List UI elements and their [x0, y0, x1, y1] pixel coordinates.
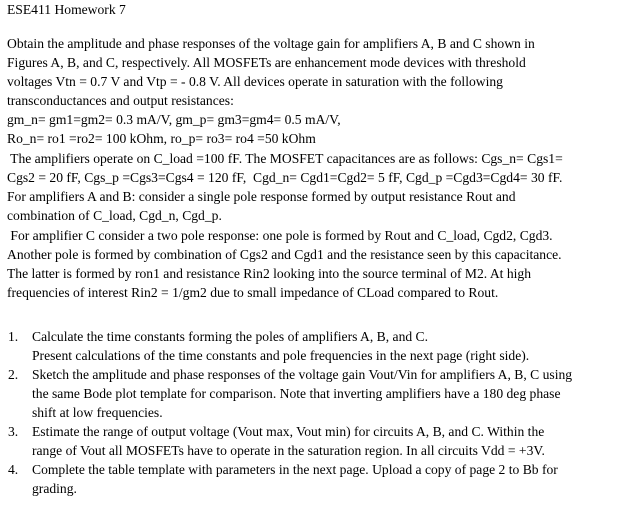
paragraph-line: frequencies of interest Rin2 = 1/gm2 due to small impedance of CLoad compared to Rout. [7, 285, 499, 300]
paragraph-line: The amplifiers operate on C_load =100 fF. The MOSFET capacitances are as follows: Cgs_n= Cgs1= [7, 151, 563, 166]
paragraph-line: combination of C_load, Cgd_n, Cgd_p. [7, 208, 222, 223]
paragraph-line: Ro_n= ro1 =ro2= 100 kOhm, ro_p= ro3= ro4 =50 kOhm [7, 131, 316, 146]
paragraph-line: Cgs2 = 20 fF, Cgs_p =Cgs3=Cgs4 = 120 fF, Cgd_n= Cgd1=Cgd2= 5 fF, Cgd_p =Cgd3=Cgd4= 30 fF. [7, 170, 563, 185]
paragraph-line: For amplifiers A and B: consider a single pole response formed by output resistance Rout and [7, 189, 516, 204]
list-item-line: range of Vout all MOSFETs have to operate in the saturation region. In all circuits Vdd = +3V. [32, 443, 545, 458]
list-item-line: shift at low frequencies. [32, 405, 163, 420]
paragraph-line: transconductances and output resistances: [7, 93, 234, 108]
list-item-line: the same Bode plot template for comparison. Note that inverting amplifiers have a 180 deg phase [32, 386, 561, 401]
paragraph-line: The latter is formed by ron1 and resistance Rin2 looking into the source terminal of M2. At high [7, 266, 532, 281]
list-item-line: Sketch the amplitude and phase responses of the voltage gain Vout/Vin for amplifiers A, B, C using [32, 367, 573, 382]
paragraph-line: voltages Vtn = 0.7 V and Vtp = - 0.8 V. All devices operate in saturation with the following [7, 74, 503, 89]
list-number: 1. [8, 329, 19, 344]
paragraph-line: Obtain the amplitude and phase responses of the voltage gain for amplifiers A, B and C shown in [7, 36, 535, 51]
list-item-line: Calculate the time constants forming the poles of amplifiers A, B, and C. [32, 329, 429, 344]
list-item-line: grading. [32, 481, 77, 496]
paragraph-line: Another pole is formed by combination of Cgs2 and Cgd1 and the resistance seen by this capacitance. [7, 247, 562, 262]
list-item-line: Present calculations of the time constants and pole frequencies in the next page (right side). [32, 348, 530, 363]
list-number: 4. [8, 462, 19, 477]
list-number: 3. [8, 424, 19, 439]
list-item-line: Estimate the range of output voltage (Vout max, Vout min) for circuits A, B, and C. Within the [32, 424, 545, 439]
paragraph-line: For amplifier C consider a two pole response: one pole is formed by Rout and C_load, Cgd2, Cgd3. [7, 228, 553, 243]
list-item-line: Complete the table template with parameters in the next page. Upload a copy of page 2 to Bb for [32, 462, 558, 477]
page-title: ESE411 Homework 7 [7, 2, 126, 17]
paragraph-line: Figures A, B, and C, respectively. All MOSFETs are enhancement mode devices with threshold [7, 55, 526, 70]
list-number: 2. [8, 367, 19, 382]
paragraph-line: gm_n= gm1=gm2= 0.3 mA/V, gm_p= gm3=gm4= 0.5 mA/V, [7, 112, 341, 127]
